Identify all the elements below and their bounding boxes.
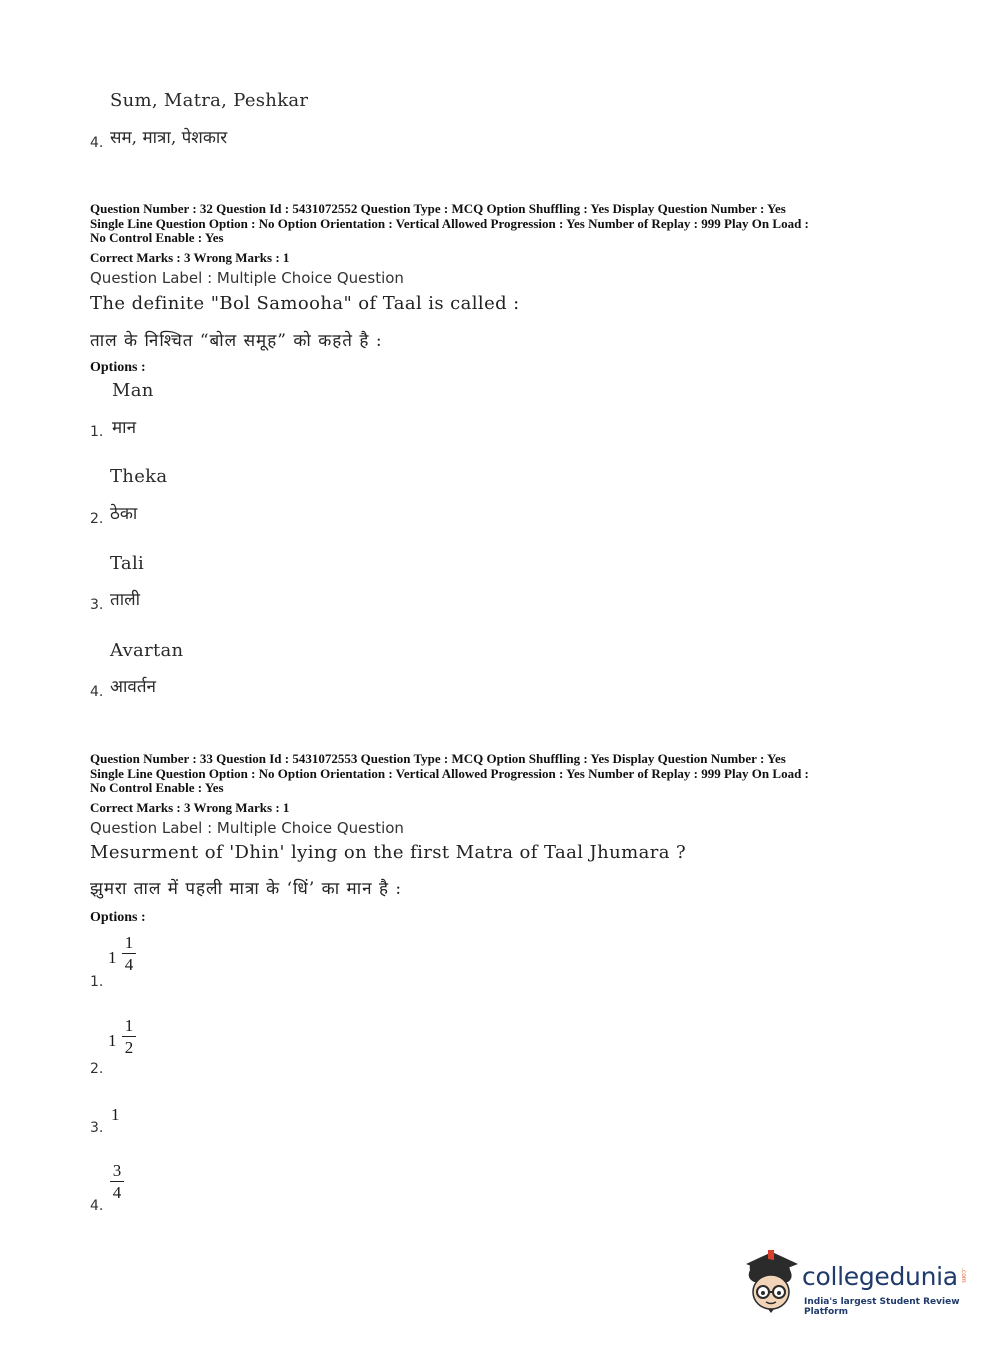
fraction-bar — [110, 1181, 124, 1182]
q33-marks: Correct Marks : 3 Wrong Marks : 1 — [90, 800, 290, 815]
q33-meta-line1: Question Number : 33 Question Id : 5431072553 Question Type : MCQ Option Shuffling : Yes Display Question Number : Yes — [90, 751, 786, 766]
q32-option-2-number: 2. — [90, 511, 104, 527]
q32-options-label: Options : — [90, 360, 146, 375]
q33-meta-line2: Single Line Question Option : No Option Orientation : Vertical Allowed Progression : Yes Number of Replay : 999 Play On Load : — [90, 765, 809, 781]
q33-option-3-number: 3. — [90, 1120, 104, 1136]
q33-text-en: Mesurment of 'Dhin' lying on the first Matra of Taal Jhumara ? — [90, 842, 687, 863]
q33-option-4-number: 4. — [90, 1198, 104, 1214]
q33-text-hi: झुमरा ताल में पहली मात्रा के ‘धिं’ का मान है : — [90, 879, 403, 899]
q32-option-4-en: Avartan — [110, 640, 184, 661]
q33-option-3-whole: 1 — [111, 1105, 120, 1124]
prev-option-4-number: 4. — [90, 135, 104, 151]
q33-options-label: Options : — [90, 910, 146, 925]
logo-wordmark: collegedunia — [802, 1262, 958, 1291]
fraction-bar — [122, 1036, 136, 1037]
q33-option-1-numerator: 1 — [124, 933, 134, 952]
q32-option-4-number: 4. — [90, 684, 104, 700]
q33-option-2-whole: 1 — [108, 1031, 117, 1050]
q32-text-hi: ताल के निश्चित “बोल समूह” को कहते है : — [90, 331, 383, 351]
q33-option-1-fraction — [122, 934, 136, 973]
q33-option-2-number: 2. — [90, 1061, 104, 1077]
q32-option-3-number: 3. — [90, 597, 104, 613]
q33-option-1-denominator: 4 — [124, 955, 134, 974]
q32-option-3-en: Tali — [110, 553, 145, 574]
q32-option-2-hi: ठेका — [110, 504, 138, 524]
q32-option-3-hi: ताली — [110, 590, 141, 610]
logo-com-suffix: .com — [960, 1268, 967, 1283]
q33-option-1-number: 1. — [90, 974, 104, 990]
q33-option-2-numerator: 1 — [124, 1016, 134, 1035]
q32-text-en: The definite "Bol Samooha" of Taal is called : — [90, 293, 520, 314]
q33-option-2-fraction — [122, 1017, 136, 1056]
q33-label: Question Label : Multiple Choice Question — [90, 819, 404, 837]
logo-tagline: India's largest Student Review Platform — [804, 1297, 960, 1317]
prev-option-4-en: Sum, Matra, Peshkar — [110, 90, 309, 111]
q32-label: Question Label : Multiple Choice Question — [90, 269, 404, 287]
q33-option-4-denominator: 4 — [112, 1183, 122, 1202]
q32-option-1-en: Man — [112, 380, 154, 401]
q33-option-1-whole: 1 — [108, 948, 117, 967]
mascot-icon — [742, 1248, 800, 1314]
q33-option-4-numerator: 3 — [112, 1161, 122, 1180]
q32-option-4-hi: आवर्तन — [110, 677, 156, 697]
q33-meta-line3: No Control Enable : Yes — [90, 780, 224, 795]
q32-option-1-hi: मान — [112, 418, 137, 438]
q32-meta-line1: Question Number : 32 Question Id : 5431072552 Question Type : MCQ Option Shuffling : Yes Display Question Number : Yes — [90, 201, 786, 216]
q32-metadata — [90, 202, 920, 246]
q32-meta-line3: No Control Enable : Yes — [90, 230, 224, 245]
fraction-bar — [122, 953, 136, 954]
prev-option-4-hi: सम, मात्रा, पेशकार — [110, 128, 228, 148]
collegedunia-logo — [742, 1248, 972, 1318]
q33-option-4-fraction — [110, 1162, 124, 1201]
q32-option-1-number: 1. — [90, 424, 104, 440]
q33-option-2-denominator: 2 — [124, 1038, 134, 1057]
q33-metadata — [90, 752, 920, 796]
q32-option-2-en: Theka — [110, 466, 168, 487]
q32-marks: Correct Marks : 3 Wrong Marks : 1 — [90, 250, 290, 265]
q32-meta-line2: Single Line Question Option : No Option Orientation : Vertical Allowed Progression : Yes Number of Replay : 999 Play On Load : — [90, 215, 809, 231]
